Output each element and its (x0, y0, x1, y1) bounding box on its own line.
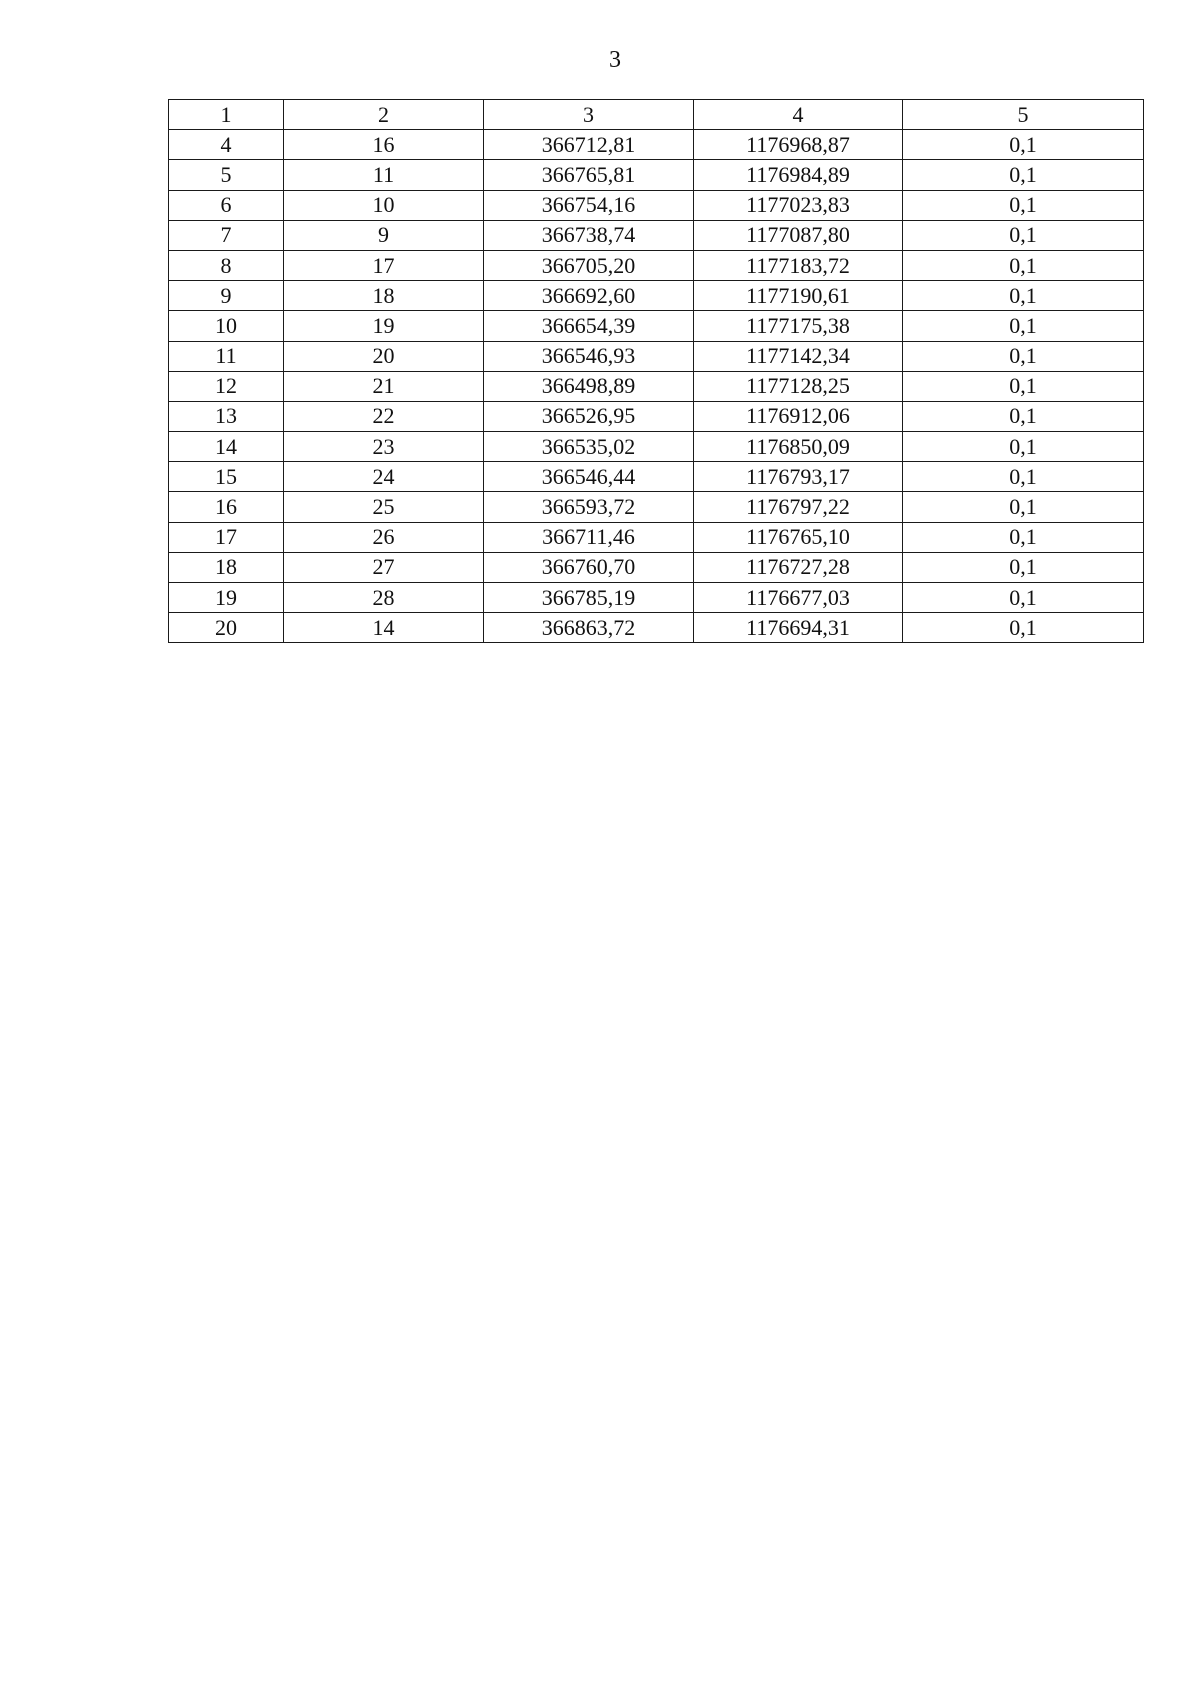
table-cell: 0,1 (903, 311, 1144, 341)
table-cell: 16 (169, 492, 284, 522)
table-cell: 22 (284, 401, 484, 431)
table-header (169, 100, 1144, 130)
table-cell: 17 (169, 522, 284, 552)
table-cell: 0,1 (903, 462, 1144, 492)
table-row (169, 160, 1144, 190)
table-cell: 366711,46 (484, 522, 694, 552)
table-cell: 1177023,83 (694, 190, 903, 220)
table-cell: 4 (169, 130, 284, 160)
column-header: 3 (484, 100, 694, 130)
table-cell: 366738,74 (484, 220, 694, 250)
table-cell: 18 (169, 552, 284, 582)
table-cell: 14 (284, 613, 484, 643)
table-cell: 366546,44 (484, 462, 694, 492)
table-row (169, 130, 1144, 160)
column-header: 4 (694, 100, 903, 130)
table-cell: 8 (169, 250, 284, 280)
table-cell: 25 (284, 492, 484, 522)
table-cell: 366654,39 (484, 311, 694, 341)
table-cell: 366863,72 (484, 613, 694, 643)
table-cell: 1176727,28 (694, 552, 903, 582)
table-cell: 366546,93 (484, 341, 694, 371)
table-row (169, 492, 1144, 522)
table-cell: 0,1 (903, 552, 1144, 582)
table-cell: 1176968,87 (694, 130, 903, 160)
table-cell: 20 (284, 341, 484, 371)
table-cell: 0,1 (903, 583, 1144, 613)
table-row (169, 250, 1144, 280)
table-cell: 366526,95 (484, 401, 694, 431)
table-header-row (169, 100, 1144, 130)
table-cell: 11 (169, 341, 284, 371)
table-cell: 1177142,34 (694, 341, 903, 371)
table-cell: 1177087,80 (694, 220, 903, 250)
table-cell: 366760,70 (484, 552, 694, 582)
table-cell: 1177183,72 (694, 250, 903, 280)
table-cell: 0,1 (903, 613, 1144, 643)
table-cell: 366712,81 (484, 130, 694, 160)
column-header: 2 (284, 100, 484, 130)
table-row (169, 190, 1144, 220)
table-cell: 0,1 (903, 190, 1144, 220)
table-cell: 1176984,89 (694, 160, 903, 190)
table-cell: 24 (284, 462, 484, 492)
table-cell: 366785,19 (484, 583, 694, 613)
table-cell: 1176793,17 (694, 462, 903, 492)
table-row (169, 583, 1144, 613)
table-cell: 366765,81 (484, 160, 694, 190)
table-cell: 23 (284, 432, 484, 462)
table-cell: 20 (169, 613, 284, 643)
table-cell: 0,1 (903, 492, 1144, 522)
table-cell: 1177175,38 (694, 311, 903, 341)
table-cell: 1176797,22 (694, 492, 903, 522)
table-row (169, 281, 1144, 311)
table-cell: 1176850,09 (694, 432, 903, 462)
table-cell: 0,1 (903, 160, 1144, 190)
column-header: 5 (903, 100, 1144, 130)
table-cell: 26 (284, 522, 484, 552)
table-cell: 0,1 (903, 432, 1144, 462)
table-cell: 19 (284, 311, 484, 341)
table-row (169, 371, 1144, 401)
table-cell: 18 (284, 281, 484, 311)
table-cell: 19 (169, 583, 284, 613)
table-cell: 9 (284, 220, 484, 250)
table-cell: 21 (284, 371, 484, 401)
table-cell: 366705,20 (484, 250, 694, 280)
table-row (169, 552, 1144, 582)
coordinates-table (168, 99, 1144, 643)
table-row (169, 462, 1144, 492)
table-cell: 0,1 (903, 522, 1144, 552)
table-cell: 1176912,06 (694, 401, 903, 431)
table-cell: 0,1 (903, 341, 1144, 371)
column-header: 1 (169, 100, 284, 130)
table-cell: 17 (284, 250, 484, 280)
table-cell: 27 (284, 552, 484, 582)
page-number: 3 (609, 47, 621, 73)
table-row (169, 341, 1144, 371)
table-cell: 5 (169, 160, 284, 190)
table-cell: 1176765,10 (694, 522, 903, 552)
table-cell: 0,1 (903, 250, 1144, 280)
table-cell: 9 (169, 281, 284, 311)
table-cell: 10 (284, 190, 484, 220)
table-row (169, 311, 1144, 341)
table-cell: 28 (284, 583, 484, 613)
table-cell: 366692,60 (484, 281, 694, 311)
table-cell: 1177190,61 (694, 281, 903, 311)
table-cell: 1177128,25 (694, 371, 903, 401)
table-cell: 1176677,03 (694, 583, 903, 613)
table-row (169, 401, 1144, 431)
table-row (169, 432, 1144, 462)
table-cell: 0,1 (903, 281, 1144, 311)
table-cell: 14 (169, 432, 284, 462)
table-cell: 366498,89 (484, 371, 694, 401)
table-cell: 13 (169, 401, 284, 431)
table-cell: 0,1 (903, 371, 1144, 401)
table-cell: 16 (284, 130, 484, 160)
table-cell: 10 (169, 311, 284, 341)
table-body (169, 130, 1144, 643)
table-cell: 366535,02 (484, 432, 694, 462)
table-cell: 11 (284, 160, 484, 190)
table-cell: 15 (169, 462, 284, 492)
table-row (169, 613, 1144, 643)
table-cell: 0,1 (903, 401, 1144, 431)
table-row (169, 522, 1144, 552)
table-cell: 6 (169, 190, 284, 220)
table-cell: 366593,72 (484, 492, 694, 522)
table-row (169, 220, 1144, 250)
table-cell: 0,1 (903, 220, 1144, 250)
table-cell: 366754,16 (484, 190, 694, 220)
table-cell: 7 (169, 220, 284, 250)
table-cell: 0,1 (903, 130, 1144, 160)
table-cell: 12 (169, 371, 284, 401)
table-cell: 1176694,31 (694, 613, 903, 643)
